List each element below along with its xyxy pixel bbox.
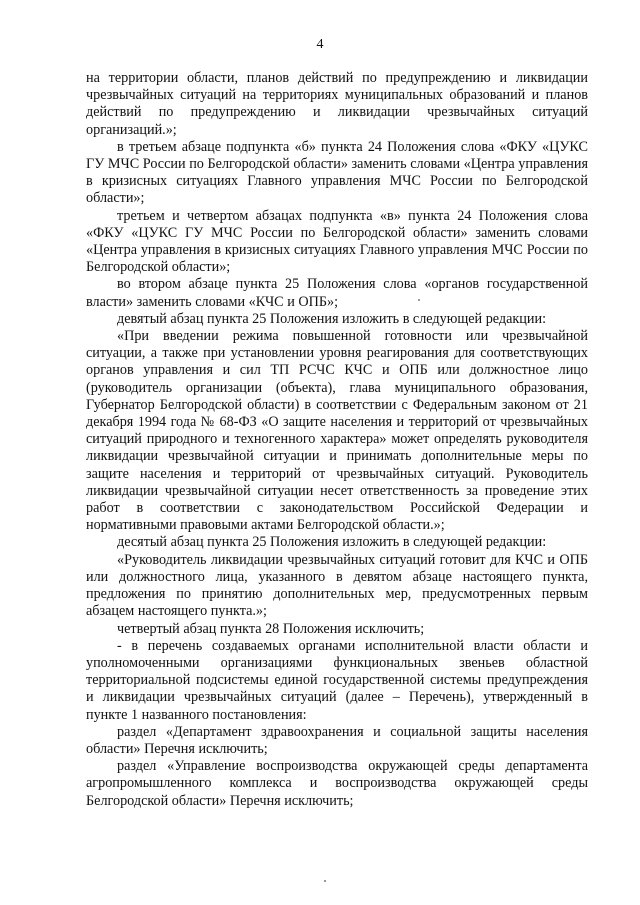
scan-speck bbox=[324, 880, 326, 882]
scan-speck bbox=[418, 299, 420, 301]
paragraph: девятый абзац пункта 25 Положения изложить в следующей редакции: bbox=[117, 310, 547, 327]
quoted-paragraph: «При введении режима повышенной готовности или чрезвычайной ситуации, а также при установлении уровня реагирования для соответствующих органов управления и сил ТП РСЧС КЧС и ОПБ или должностное лицо (руководитель организации (объекта), глава муниципального образования, Губернатор Белгородской области) в соответствии с Федеральным законом от 21 декабря 1994 года № 68-ФЗ «О защите населения и территорий от чрезвычайных ситуаций природного и техногенного характера» может определять руководителя ликвидации чрезвычайной ситуации и принимать дополнительные меры по защите населения и территорий от чрезвычайных ситуаций. Руководитель ликвидации чрезвычайной ситуации несет ответственность за проведение этих работ в соответствии с законодательством Российской Федерации и нормативными правовыми актами Белгородской области.»; bbox=[86, 328, 588, 534]
document-body bbox=[86, 70, 588, 810]
paragraph: десятый абзац пункта 25 Положения изложить в следующей редакции: bbox=[117, 534, 547, 551]
paragraph: во втором абзаце пункта 25 Положения слова «органов государственной власти» заменить словами «КЧС и ОПБ»; bbox=[86, 276, 588, 310]
paragraph: третьем и четвертом абзацах подпункта «в» пункта 24 Положения слова «ФКУ «ЦУКС ГУ МЧС России по Белгородской области» заменить словами «Центра управления в кризисных ситуациях Главного управления МЧС России по Белгородской области»; bbox=[86, 207, 588, 276]
page-number: 4 bbox=[316, 37, 324, 52]
paragraph: в третьем абзаце подпункта «б» пункта 24 Положения слова «ФКУ «ЦУКС ГУ МЧС России по Белгородской области» заменить словами «Центра управления в кризисных ситуациях Главного управления МЧС России по Белгородской области»; bbox=[86, 138, 588, 207]
paragraph: раздел «Департамент здравоохранения и социальной защиты населения области» Перечня исключить; bbox=[86, 723, 588, 757]
paragraph: на территории области, планов действий по предупреждению и ликвидации чрезвычайных ситуаций на территориях муниципальных образований и планов действий по предупреждению и ликвидации чрезвычайных ситуаций организаций.»; bbox=[86, 70, 588, 138]
paragraph: четвертый абзац пункта 28 Положения исключить; bbox=[117, 620, 425, 637]
paragraph: раздел «Управление воспроизводства окружающей среды департамента агропромышленного комплекса и воспроизводства окружающей среды Белгородской области» Перечня исключить; bbox=[86, 758, 588, 809]
list-paragraph: - в перечень создаваемых органами исполнительной власти области и уполномоченными организациями функциональных звеньев областной территориальной подсистемы единой государственной системы предупреждения и ликвидации чрезвычайных ситуаций (далее – Перечень), утвержденный в пункте 1 названного постановления: bbox=[86, 637, 588, 723]
quoted-paragraph: «Руководитель ликвидации чрезвычайных ситуаций готовит для КЧС и ОПБ или должностного лица, указанного в девятом абзаце настоящего пункта, предложения по принятию дополнительных мер, предусмотренных первым абзацем настоящего пункта.»; bbox=[86, 551, 588, 620]
